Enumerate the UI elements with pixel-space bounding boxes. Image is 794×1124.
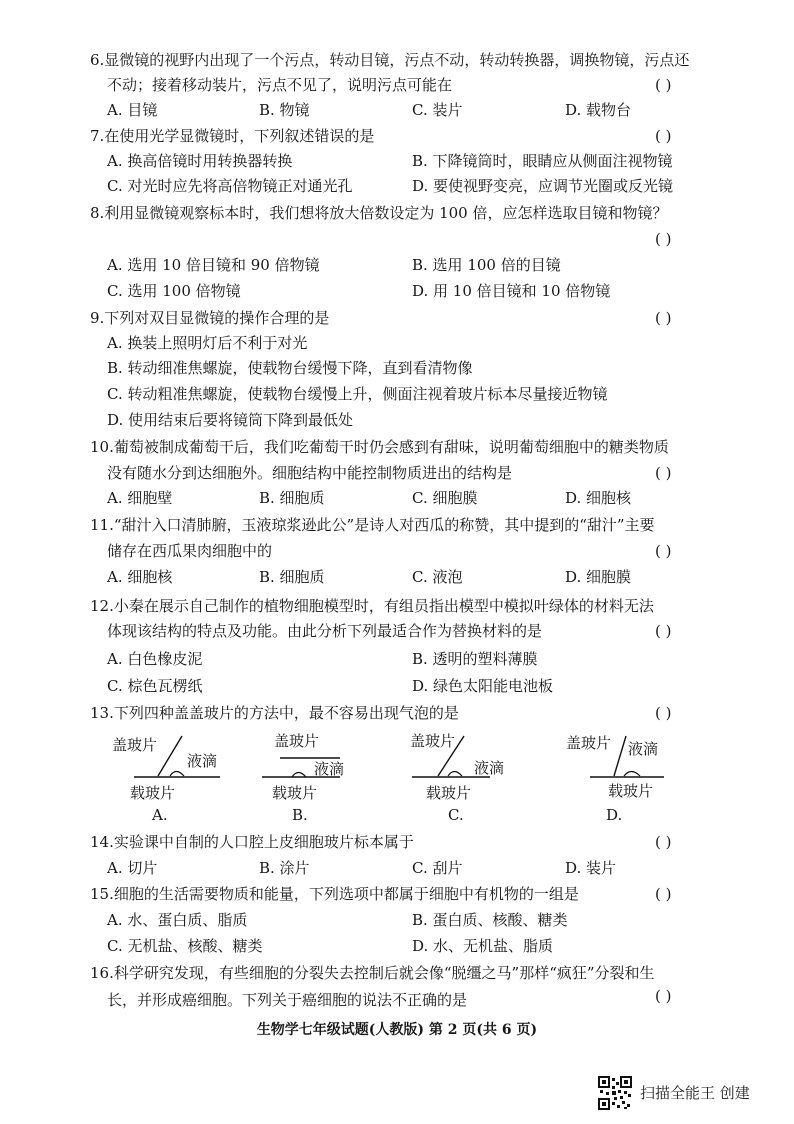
q14-option-c: C. 刮片 <box>412 859 463 877</box>
q11-answer-blank: ( ) <box>655 542 672 560</box>
q6-line1: 6.显微镜的视野内出现了一个污点，转动目镜，污点不动，转动转换器，调换物镜，污点还 <box>90 51 690 69</box>
diagram-b-letter: B. <box>292 806 308 824</box>
q7-option-a: A. 换高倍镜时用转换器转换 <box>107 152 293 170</box>
diagram-c-letter: C. <box>448 806 464 824</box>
q6-option-b: B. 物镜 <box>259 101 310 119</box>
q8-answer-blank: ( ) <box>655 230 672 248</box>
q8-option-b: B. 选用 100 倍的目镜 <box>412 256 561 274</box>
q14-option-b: B. 涂片 <box>259 859 310 877</box>
q10-line2: 没有随水分到达细胞外。细胞结构中能控制物质进出的结构是 <box>107 464 513 482</box>
q14-option-d: D. 装片 <box>565 859 617 877</box>
q16-answer-blank: ( ) <box>655 987 672 1005</box>
diagram-a-slide-label: 载玻片 <box>130 784 176 802</box>
q12-option-c: C. 棕色瓦楞纸 <box>107 677 203 695</box>
q15-option-d: D. 水、无机盐、脂质 <box>412 937 554 955</box>
q8-option-a: A. 选用 10 倍目镜和 90 倍物镜 <box>107 256 320 274</box>
coverslip-diagram-c <box>410 730 560 825</box>
q12-answer-blank: ( ) <box>655 622 672 640</box>
q15-line1: 15.细胞的生活需要物质和能量，下列选项中都属于细胞中有机物的一组是 <box>90 885 579 903</box>
q9-option-d: D. 使用结束后要将镜筒下降到最低处 <box>107 411 354 429</box>
q12-line2: 体现该结构的特点及功能。由此分析下列最适合作为替换材料的是 <box>107 622 543 640</box>
diagram-b-drop-label: 液滴 <box>314 760 345 778</box>
q6-option-a: A. 目镜 <box>107 101 158 119</box>
q9-option-b: B. 转动细准焦螺旋，使载物台缓慢下降，直到看清物像 <box>107 359 473 377</box>
q7-line1: 7.在使用光学显微镜时，下列叙述错误的是 <box>90 127 375 145</box>
q13-answer-blank: ( ) <box>655 704 672 722</box>
q10-option-c: C. 细胞膜 <box>412 489 478 507</box>
diagram-a-drop-label: 液滴 <box>187 752 218 770</box>
q8-line1: 8.利用显微镜观察标本时，我们想将放大倍数设定为 100 倍，应怎样选取目镜和物镜？ <box>90 204 668 222</box>
q16-line1: 16.科学研究发现，有些细胞的分裂失去控制后就会像“脱缰之马”那样“疯狂”分裂和生 <box>90 964 655 982</box>
q11-option-b: B. 细胞质 <box>259 568 325 586</box>
q10-line1: 10.葡萄被制成葡萄干后，我们吃葡萄干时仍会感到有甜味，说明葡萄细胞中的糖类物质 <box>90 438 669 456</box>
q9-line1: 9.下列对双目显微镜的操作合理的是 <box>90 309 330 327</box>
q10-option-d: D. 细胞核 <box>565 489 632 507</box>
q15-option-b: B. 蛋白质、核酸、糖类 <box>412 911 568 929</box>
q8-option-c: C. 选用 100 倍物镜 <box>107 282 241 300</box>
diagram-b-slide-label: 载玻片 <box>272 784 318 802</box>
q12-option-b: B. 透明的塑料薄膜 <box>412 650 538 668</box>
q10-option-a: A. 细胞壁 <box>107 489 173 507</box>
q12-line1: 12.小秦在展示自己制作的植物细胞模型时，有组员指出模型中模拟叶绿体的材料无法 <box>90 597 654 615</box>
diagram-a-letter: A. <box>152 806 168 824</box>
diagram-b-cover-label: 盖玻片 <box>274 732 320 750</box>
q11-line1: 11.“甜汁入口清肺腑，玉液琼浆逊此公”是诗人对西瓜的称赞，其中提到的“甜汁”主要 <box>90 516 655 534</box>
coverslip-diagram-b <box>258 730 408 825</box>
q16-line2: 长，并形成癌细胞。下列关于癌细胞的说法不正确的是 <box>107 991 468 1009</box>
coverslip-diagram-d <box>566 730 716 825</box>
q9-option-a: A. 换装上照明灯后不利于对光 <box>107 334 308 352</box>
q11-option-d: D. 细胞膜 <box>565 568 632 586</box>
q8-option-d: D. 用 10 倍目镜和 10 倍物镜 <box>412 282 611 300</box>
q15-option-c: C. 无机盐、核酸、糖类 <box>107 937 263 955</box>
q12-option-d: D. 绿色太阳能电池板 <box>412 677 554 695</box>
q15-option-a: A. 水、蛋白质、脂质 <box>107 911 248 929</box>
q12-option-a: A. 白色橡皮泥 <box>107 650 203 668</box>
q15-answer-blank: ( ) <box>655 885 672 903</box>
q6-line2: 不动；接着移动装片，污点不见了，说明污点可能在 <box>107 76 453 94</box>
diagram-c-drop-label: 液滴 <box>474 759 505 777</box>
qr-code-icon <box>598 1076 632 1110</box>
coverslip-diagram-a <box>112 730 262 825</box>
q7-option-d: D. 要使视野变亮，应调节光圈或反光镜 <box>412 177 674 195</box>
q11-line2: 储存在西瓜果肉细胞中的 <box>107 542 273 560</box>
q7-option-b: B. 下降镜筒时，眼睛应从侧面注视物镜 <box>412 152 673 170</box>
q7-answer-blank: ( ) <box>655 127 672 145</box>
q11-option-a: A. 细胞核 <box>107 568 173 586</box>
q11-option-c: C. 液泡 <box>412 568 463 586</box>
q14-line1: 14.实验课中自制的人口腔上皮细胞玻片标本属于 <box>90 833 414 851</box>
q6-option-c: C. 装片 <box>412 101 463 119</box>
q7-option-c: C. 对光时应先将高倍物镜正对通光孔 <box>107 177 353 195</box>
q14-option-a: A. 切片 <box>107 859 158 877</box>
page-footer: 生物学七年级试题(人教版) 第 2 页(共 6 页) <box>256 1022 538 1038</box>
q6-answer-blank: ( ) <box>655 76 672 94</box>
diagram-d-letter: D. <box>606 806 623 824</box>
diagram-c-slide-label: 载玻片 <box>426 784 472 802</box>
q10-answer-blank: ( ) <box>655 464 672 482</box>
q13-line1: 13.下列四种盖盖玻片的方法中，最不容易出现气泡的是 <box>90 704 459 722</box>
q14-answer-blank: ( ) <box>655 833 672 851</box>
q6-option-d: D. 载物台 <box>565 101 632 119</box>
q10-option-b: B. 细胞质 <box>259 489 325 507</box>
diagram-a-cover-label: 盖玻片 <box>112 736 158 754</box>
diagram-d-cover-label: 盖玻片 <box>566 734 612 752</box>
diagram-d-slide-label: 载玻片 <box>608 782 654 800</box>
q9-answer-blank: ( ) <box>655 309 672 327</box>
diagram-d-drop-label: 液滴 <box>628 740 659 758</box>
diagram-c-cover-label: 盖玻片 <box>410 732 456 750</box>
q9-option-c: C. 转动粗准焦螺旋，使载物台缓慢上升，侧面注视着玻片标本尽量接近物镜 <box>107 385 608 403</box>
scanner-watermark: 扫描全能王 创建 <box>640 1084 750 1102</box>
